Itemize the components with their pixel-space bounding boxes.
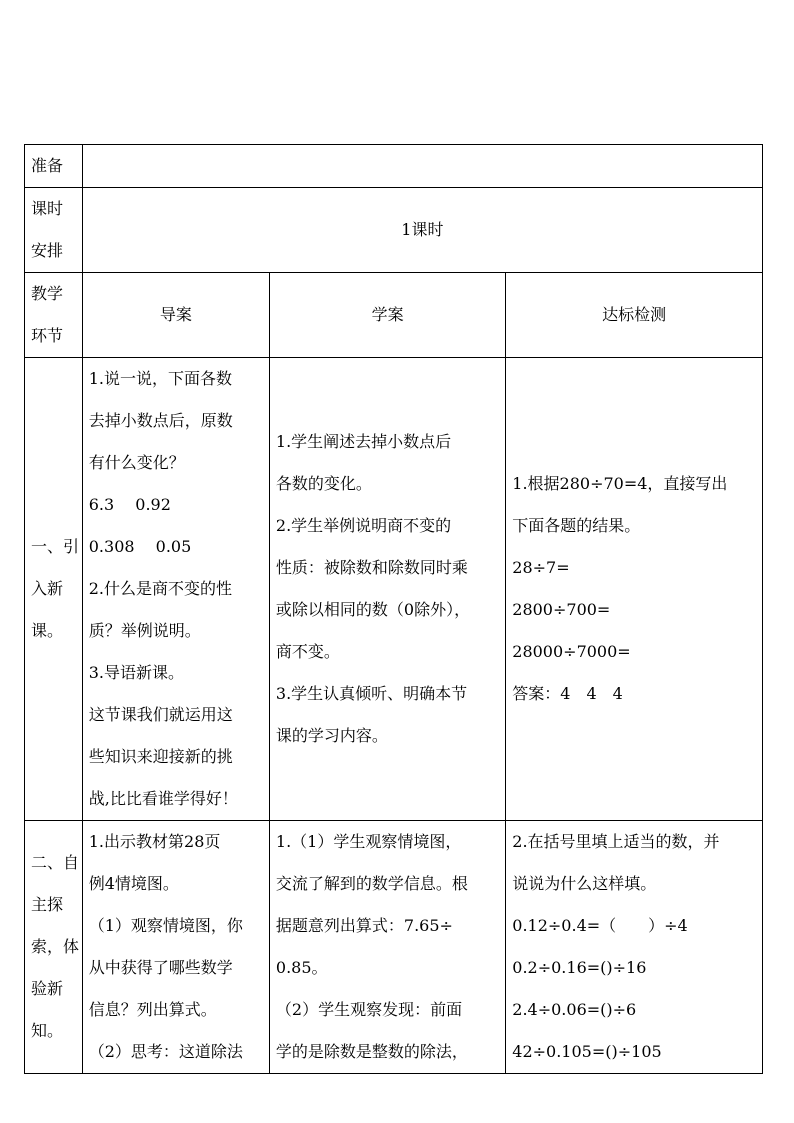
time-label bbox=[25, 188, 83, 273]
test-line: 42÷0.105=()÷105 bbox=[512, 1042, 662, 1061]
study-line: 学的是除数是整数的除法， bbox=[275, 1042, 468, 1061]
section1-guide bbox=[82, 358, 269, 821]
section1-label-line: 入新 bbox=[31, 579, 64, 598]
prep-content bbox=[82, 145, 762, 188]
section2-label-line: 验新 bbox=[31, 979, 64, 998]
time-row bbox=[25, 188, 763, 273]
study-line: 商不变。 bbox=[275, 642, 340, 661]
guide-header: 导案 bbox=[82, 273, 269, 358]
guide-line: 例4情境图。 bbox=[88, 874, 179, 893]
guide-line: 有什么变化？ bbox=[88, 453, 185, 472]
time-content: 1课时 bbox=[82, 188, 762, 273]
time-label-line: 课时 bbox=[31, 199, 64, 218]
test-line: 2800÷700= bbox=[512, 600, 611, 619]
study-line: 1.学生阐述去掉小数点后 bbox=[275, 432, 452, 451]
study-line: 课的学习内容。 bbox=[275, 726, 388, 745]
study-line: （2）学生观察发现：前面 bbox=[275, 1000, 463, 1019]
time-label-line: 安排 bbox=[31, 241, 64, 260]
section1-label-line: 一、引 bbox=[31, 537, 80, 556]
guide-line: 些知识来迎接新的挑 bbox=[88, 747, 233, 766]
study-line: 交流了解到的数学信息。根 bbox=[275, 874, 468, 893]
guide-line: 3.导语新课。 bbox=[88, 663, 185, 682]
lesson-plan-table bbox=[24, 144, 763, 1074]
section2-study bbox=[269, 821, 505, 1074]
section2-label-line: 知。 bbox=[31, 1021, 64, 1040]
study-line: 性质：被除数和除数同时乘 bbox=[275, 558, 468, 577]
phase-label-line: 教学 bbox=[31, 284, 64, 303]
test-line: 0.12÷0.4=（ ）÷4 bbox=[512, 916, 688, 935]
section2-label bbox=[25, 821, 83, 1074]
guide-line: 这节课我们就运用这 bbox=[88, 705, 233, 724]
test-line: 28÷7= bbox=[512, 558, 570, 577]
guide-line: （1）观察情境图，你 bbox=[88, 916, 243, 935]
test-line: 下面各题的结果。 bbox=[512, 516, 641, 535]
guide-line: 质？举例说明。 bbox=[88, 621, 201, 640]
section1-test bbox=[506, 358, 763, 821]
section2-label-line: 索，体 bbox=[31, 937, 80, 956]
test-header: 达标检测 bbox=[506, 273, 763, 358]
test-line: 28000÷7000= bbox=[512, 642, 631, 661]
test-line: 答案：4 4 4 bbox=[512, 684, 623, 703]
test-line: 说说为什么这样填。 bbox=[512, 874, 657, 893]
guide-line: 去掉小数点后，原数 bbox=[88, 411, 233, 430]
test-line: 1.根据280÷70=4，直接写出 bbox=[512, 474, 728, 493]
guide-line: 1.出示教材第28页 bbox=[88, 832, 221, 851]
prep-label: 准备 bbox=[25, 145, 83, 188]
study-line: 0.85。 bbox=[275, 958, 328, 977]
section2-row bbox=[25, 821, 763, 1074]
phase-label-line: 环节 bbox=[31, 326, 64, 345]
study-line: 据题意列出算式：7.65÷ bbox=[275, 916, 453, 935]
guide-line: 从中获得了哪些数学 bbox=[88, 958, 233, 977]
study-line: 2.学生举例说明商不变的 bbox=[275, 516, 452, 535]
guide-line: 0.308 0.05 bbox=[88, 537, 192, 556]
study-line: 各数的变化。 bbox=[275, 474, 372, 493]
section1-label-line: 课。 bbox=[31, 621, 64, 640]
guide-line: 1.说一说，下面各数 bbox=[88, 369, 233, 388]
study-header: 学案 bbox=[269, 273, 505, 358]
section2-label-line: 二、自 bbox=[31, 853, 80, 872]
guide-line: （2）思考：这道除法 bbox=[88, 1042, 243, 1061]
section2-guide bbox=[82, 821, 269, 1074]
guide-line: 2.什么是商不变的性 bbox=[88, 579, 233, 598]
study-line: 或除以相同的数（0除外）， bbox=[275, 600, 471, 619]
guide-line: 信息？列出算式。 bbox=[88, 1000, 217, 1019]
test-line: 2.4÷0.06=()÷6 bbox=[512, 1000, 637, 1019]
guide-line: 战,比比看谁学得好！ bbox=[88, 789, 238, 808]
header-row bbox=[25, 273, 763, 358]
test-line: 0.2÷0.16=()÷16 bbox=[512, 958, 647, 977]
study-line: 3.学生认真倾听、明确本节 bbox=[275, 684, 468, 703]
section2-test bbox=[506, 821, 763, 1074]
study-line: 1.（1）学生观察情境图， bbox=[275, 832, 462, 851]
guide-line: 6.3 0.92 bbox=[88, 495, 171, 514]
section1-row bbox=[25, 358, 763, 821]
section2-label-line: 主探 bbox=[31, 895, 64, 914]
section1-label bbox=[25, 358, 83, 821]
test-line: 2.在括号里填上适当的数，并 bbox=[512, 832, 720, 851]
prep-row bbox=[25, 145, 763, 188]
phase-label bbox=[25, 273, 83, 358]
section1-study bbox=[269, 358, 505, 821]
